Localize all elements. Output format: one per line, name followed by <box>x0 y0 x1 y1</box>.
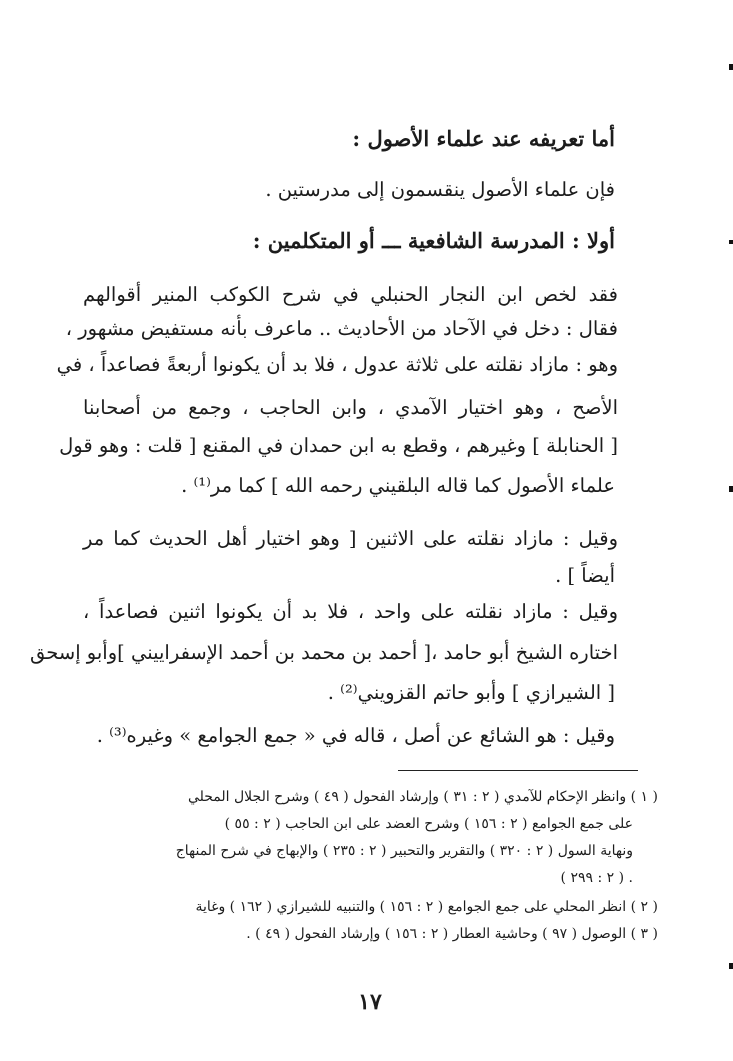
text-line: فقال : دخل في الآحاد من الأحاديث .. ماعرف بأنه مستفيض مشهور ، <box>65 317 618 340</box>
text-line: فقد لخص ابن النجار الحنبلي في شرح الكوكب المنير أقوالهم <box>83 283 618 306</box>
text-line: [ الشيرازي ] وأبو حاتم القزويني⁽²⁾ . <box>327 681 615 704</box>
heading-usul-definition: أما تعريفه عند علماء الأصول : <box>352 126 615 151</box>
margin-mark <box>729 963 733 969</box>
footnote-2: ( ٢ ) انظر المحلي على جمع الجوامع ( ٢ : ١٥٦ ) والتنبيه للشيرازي ( ١٦٢ ) وغاية <box>195 899 658 915</box>
text-line: فإن علماء الأصول ينقسمون إلى مدرستين . <box>265 178 615 201</box>
margin-mark <box>729 64 733 70</box>
page-number: ١٧ <box>358 989 382 1015</box>
heading-shafii-school: أولا : المدرسة الشافعية ـــ أو المتكلمين : <box>252 228 615 253</box>
text-line: [ الحنابلة ] وغيرهم ، وقطع به ابن حمدان في المقنع [ قلت : وهو قول <box>59 434 618 457</box>
footnote-1-continued: ونهاية السول ( ٢ : ٣٢٠ ) والتقرير والتحبير ( ٢ : ٢٣٥ ) والإبهاج في شرح المنهاج <box>175 843 633 859</box>
text-line: الأصح ، وهو اختيار الآمدي ، وابن الحاجب ، وجمع من أصحابنا <box>83 396 618 419</box>
text-line: وقيل : مازاد نقلته على واحد ، فلا بد أن يكونوا اثنين فصاعداً ، <box>83 600 618 623</box>
footnote-1: ( ١ ) وانظر الإحكام للآمدي ( ٢ : ٣١ ) وإرشاد الفحول ( ٤٩ ) وشرح الجلال المحلي <box>187 789 658 805</box>
text-line: وقيل : مازاد نقلته على الاثنين [ وهو اختيار أهل الحديث كما مر <box>83 527 618 550</box>
margin-mark <box>729 486 733 492</box>
text-line: أيضاً ] . <box>555 564 615 587</box>
text-line: علماء الأصول كما قاله البلقيني رحمه الله ] كما مر⁽¹⁾ . <box>181 474 615 497</box>
footnote-1-continued: على جمع الجوامع ( ٢ : ١٥٦ ) وشرح العضد على ابن الحاجب ( ٢ : ٥٥ ) <box>224 816 633 832</box>
footnote-3: ( ٣ ) الوصول ( ٩٧ ) وحاشية العطار ( ٢ : ١٥٦ ) وإرشاد الفحول ( ٤٩ ) . <box>246 926 658 942</box>
footnote-1-continued: ( ٢ : ٢٩٩ ) . <box>560 870 633 886</box>
text-line: وقيل : هو الشائع عن أصل ، قاله في « جمع الجوامع » وغيره⁽³⁾ . <box>96 724 615 747</box>
margin-mark <box>729 240 733 244</box>
footnote-separator <box>398 770 638 771</box>
text-line: وهو : مازاد نقلته على ثلاثة عدول ، فلا بد أن يكونوا أربعةً فصاعداً ، في <box>56 353 618 376</box>
text-line: اختاره الشيخ أبو حامد ،[ أحمد بن محمد بن أحمد الإسفراييني ]وأبو إسحق <box>30 641 618 664</box>
